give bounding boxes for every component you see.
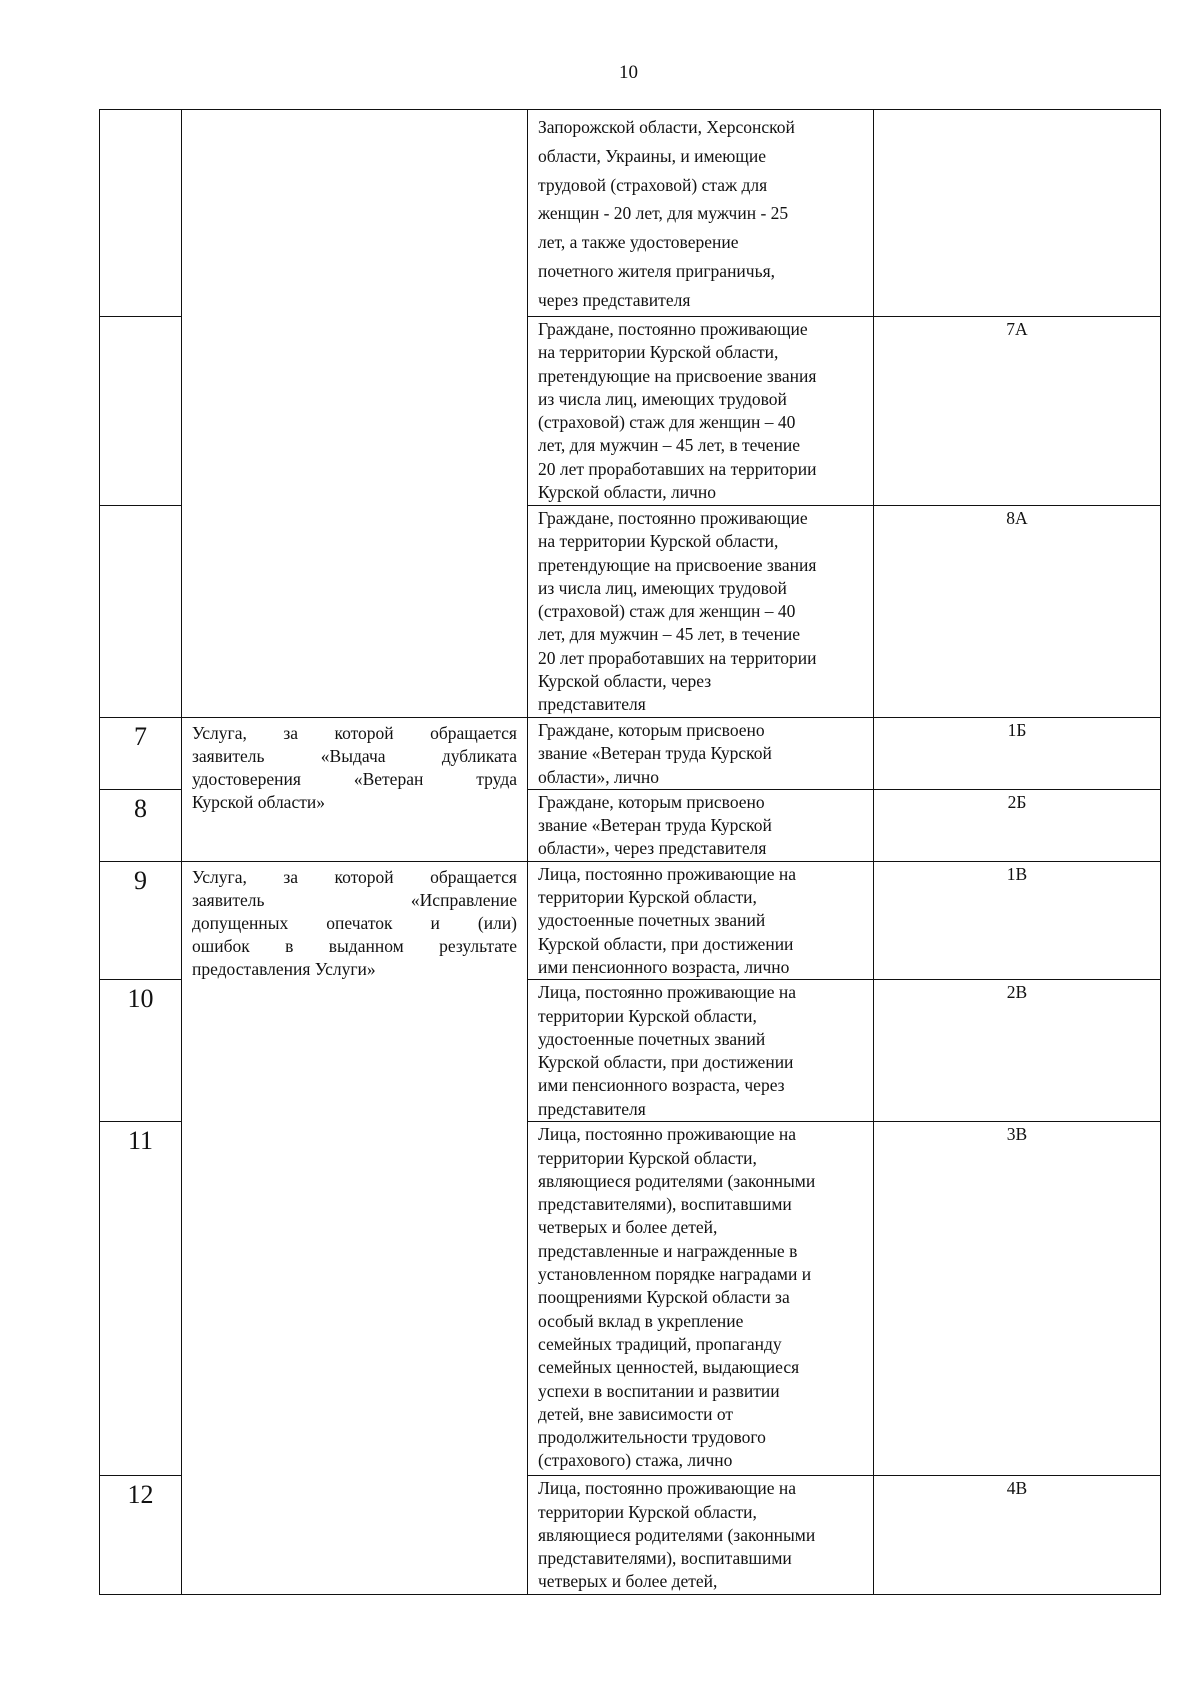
category-cell: Граждане, которым присвоено звание «Ветеран труда Курской области», лично	[528, 718, 874, 790]
row-number: 7	[100, 718, 182, 790]
code-cell: 2Б	[874, 789, 1161, 861]
row-number	[100, 317, 182, 506]
service-cell-empty	[182, 110, 528, 718]
service-cell-correction: Услуга, за которой обращается заявитель «Исправление допущенных опечаток и (или) ошибок в выданном результате предоставления Услуги»	[182, 861, 528, 1594]
code-cell: 1Б	[874, 718, 1161, 790]
row-number: 12	[100, 1476, 182, 1594]
code-cell: 3В	[874, 1122, 1161, 1476]
category-cell: Лица, постоянно проживающие на территории Курской области, являющиеся родителями (законными представителями), воспитавшими четверых и более детей, представленные и награжденные в установленном порядке наградами и поощрениями Курской области за особый вклад в укрепление семейных традиций, пропаганду семейных ценностей, выдающиеся успехи в воспитании и развитии детей, вне зависимости от продолжительности трудового (страхового) стажа, лично	[528, 1122, 874, 1476]
table-row	[100, 110, 1161, 317]
row-number: 9	[100, 861, 182, 979]
row-number	[100, 110, 182, 317]
row-number: 10	[100, 980, 182, 1122]
code-cell: 4В	[874, 1476, 1161, 1594]
page-number: 10	[619, 62, 638, 83]
category-cell: Граждане, которым присвоено звание «Ветеран труда Курской области», через представителя	[528, 789, 874, 861]
category-cell: Лица, постоянно проживающие на территории Курской области, являющиеся родителями (законными представителями), воспитавшими четверых и более детей,	[528, 1476, 874, 1594]
services-table	[99, 109, 1161, 1595]
category-cell: Лица, постоянно проживающие на территории Курской области, удостоенные почетных званий Курской области, при достижении ими пенсионного возраста, через представителя	[528, 980, 874, 1122]
category-cell: Граждане, постоянно проживающие на территории Курской области, претендующие на присвоение звания из числа лиц, имеющих трудовой (страховой) стаж для женщин – 40 лет, для мужчин – 45 лет, в течение 20 лет проработавших на территории Курской области, лично	[528, 317, 874, 506]
code-cell: 8А	[874, 506, 1161, 718]
code-cell: 1В	[874, 861, 1161, 979]
table-row	[100, 718, 1161, 790]
code-cell: 2В	[874, 980, 1161, 1122]
table-row	[100, 861, 1161, 979]
code-cell: 7А	[874, 317, 1161, 506]
row-number: 11	[100, 1122, 182, 1476]
row-number: 8	[100, 789, 182, 861]
row-number	[100, 506, 182, 718]
category-cell: Запорожской области, Херсонской области, Украины, и имеющие трудовой (страховой) стаж для женщин - 20 лет, для мужчин - 25 лет, а также удостоверение почетного жителя приграничья, через представителя	[528, 110, 874, 317]
code-cell	[874, 110, 1161, 317]
category-cell: Лица, постоянно проживающие на территории Курской области, удостоенные почетных званий Курской области, при достижении ими пенсионного возраста, лично	[528, 861, 874, 979]
service-cell-duplicate: Услуга, за которой обращается заявитель «Выдача дубликата удостоверения «Ветеран труда Курской области»	[182, 718, 528, 862]
category-cell: Граждане, постоянно проживающие на территории Курской области, претендующие на присвоение звания из числа лиц, имеющих трудовой (страховой) стаж для женщин – 40 лет, для мужчин – 45 лет, в течение 20 лет проработавших на территории Курской области, через представителя	[528, 506, 874, 718]
